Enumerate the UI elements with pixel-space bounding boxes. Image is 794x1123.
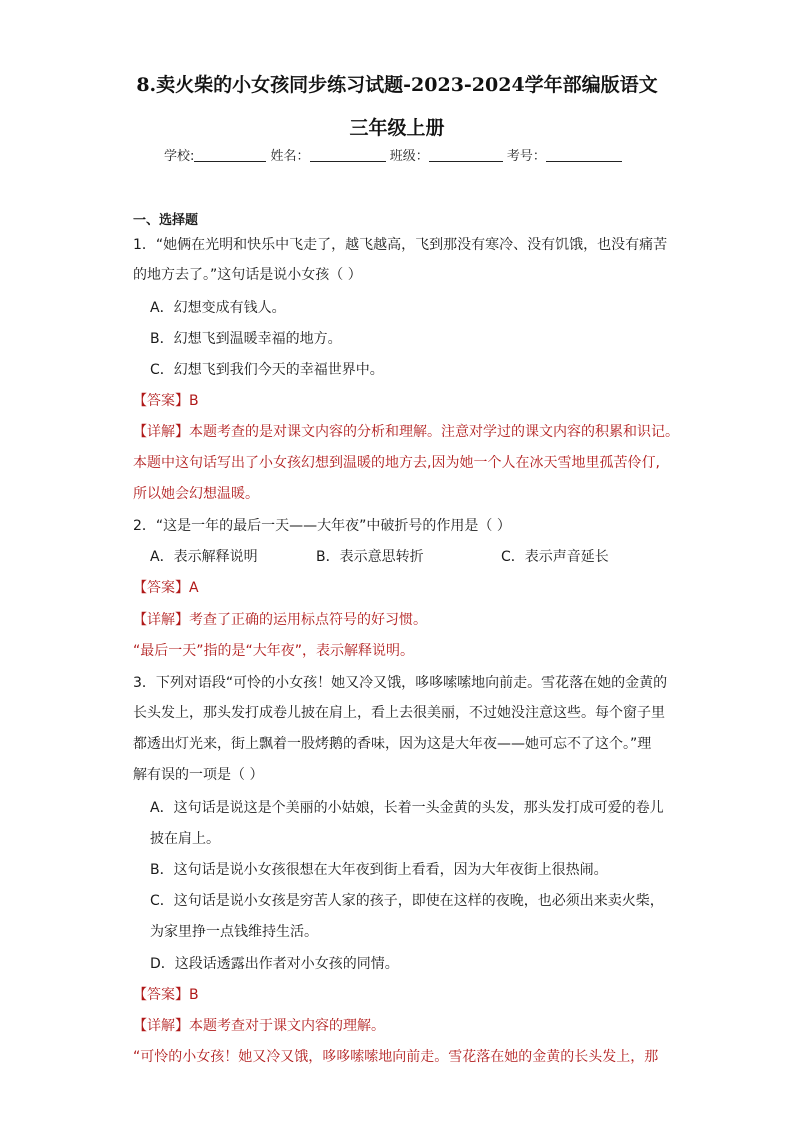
q2-answer: 【答案】A [133,580,199,596]
class-blank[interactable] [429,147,503,162]
q2-detail-line2: “最后一天”指的是“大年夜”，表示解释说明。 [133,643,415,659]
q1-detail-line3: 所以她会幻想温暖。 [133,486,259,502]
name-label: 姓名： [270,149,310,164]
q3-detail-line2: “可怜的小女孩！她又冷又饿，哆哆嗦嗦地向前走。雪花落在她的金黄的长头发上，那 [133,1049,659,1065]
q1-option-a: A．幻想变成有钱人。 [150,300,286,316]
q1-detail-line1: 【详解】本题考查的是对课文内容的分析和理解。注意对学过的课文内容的积累和识记。 [133,424,679,440]
q2-option-a: A．表示解释说明 [150,549,258,565]
number-label: 考号： [506,149,546,164]
q3-option-c-line1: C．这句话是说小女孩是穷苦人家的孩子，即使在这样的夜晚，也必须出来卖火柴， [150,893,664,909]
q1-option-b: B．幻想飞到温暖幸福的地方。 [150,331,342,347]
document-title-line1: 8.卖火柴的小女孩同步练习试题-2023-2024学年部编版语文 [136,74,658,96]
q3-stem-line4: 解有误的一项是（ ） [133,767,264,783]
school-label: 学校: [164,149,195,164]
number-blank[interactable] [546,147,622,162]
q1-detail-line2: 本题中这句话写出了小女孩幻想到温暖的地方去,因为她一个人在冰天雪地里孤苦伶仃, [133,455,660,471]
q3-option-a-line2: 披在肩上。 [150,831,220,847]
q3-option-c-line2: 为家里挣一点钱维持生活。 [150,924,318,940]
q3-stem-line2: 长头发上，那头发打成卷儿披在肩上，看上去很美丽，不过她没注意这些。每个窗子里 [133,705,665,721]
q2-detail-line1: 【详解】考查了正确的运用标点符号的好习惯。 [133,612,427,628]
q2-option-c: C．表示声音延长 [501,549,609,565]
section-heading: 一、选择题 [133,213,199,228]
q3-detail-line1: 【详解】本题考查对于课文内容的理解。 [133,1018,385,1034]
q1-answer: 【答案】B [133,393,199,409]
q3-answer: 【答案】B [133,987,199,1003]
q1-stem-line2: 的地方去了。”这句话是说小女孩（ ） [133,267,362,283]
q1-stem-line1: 1．“她俩在光明和快乐中飞走了，越飞越高，飞到那没有寒冷、没有饥饿，也没有痛苦 [133,237,668,253]
student-info-row [164,145,622,164]
q3-stem-line1: 3．下列对语段“可怜的小女孩！她又冷又饿，哆哆嗦嗦地向前走。雪花落在她的金黄的 [133,675,668,691]
school-blank[interactable] [194,147,266,162]
q3-option-b: B．这句话是说小女孩很想在大年夜到街上看看，因为大年夜街上很热闹。 [150,862,608,878]
q2-stem: 2．“这是一年的最后一天——大年夜”中破折号的作用是（ ） [133,518,511,534]
q3-stem-line3: 都透出灯光来，街上飘着一股烤鹅的香味，因为这是大年夜——她可忘不了这个。”理 [133,736,652,752]
q2-option-b: B．表示意思转折 [316,549,424,565]
q1-option-c: C．幻想飞到我们今天的幸福世界中。 [150,362,384,378]
class-label: 班级： [389,149,429,164]
name-blank[interactable] [310,147,386,162]
q3-option-d: D．这段话透露出作者对小女孩的同情。 [150,956,399,972]
q3-option-a-line1: A．这句话是说这是个美丽的小姑娘，长着一头金黄的头发，那头发打成可爱的卷儿 [150,800,664,816]
document-title-line2: 三年级上册 [349,117,445,139]
